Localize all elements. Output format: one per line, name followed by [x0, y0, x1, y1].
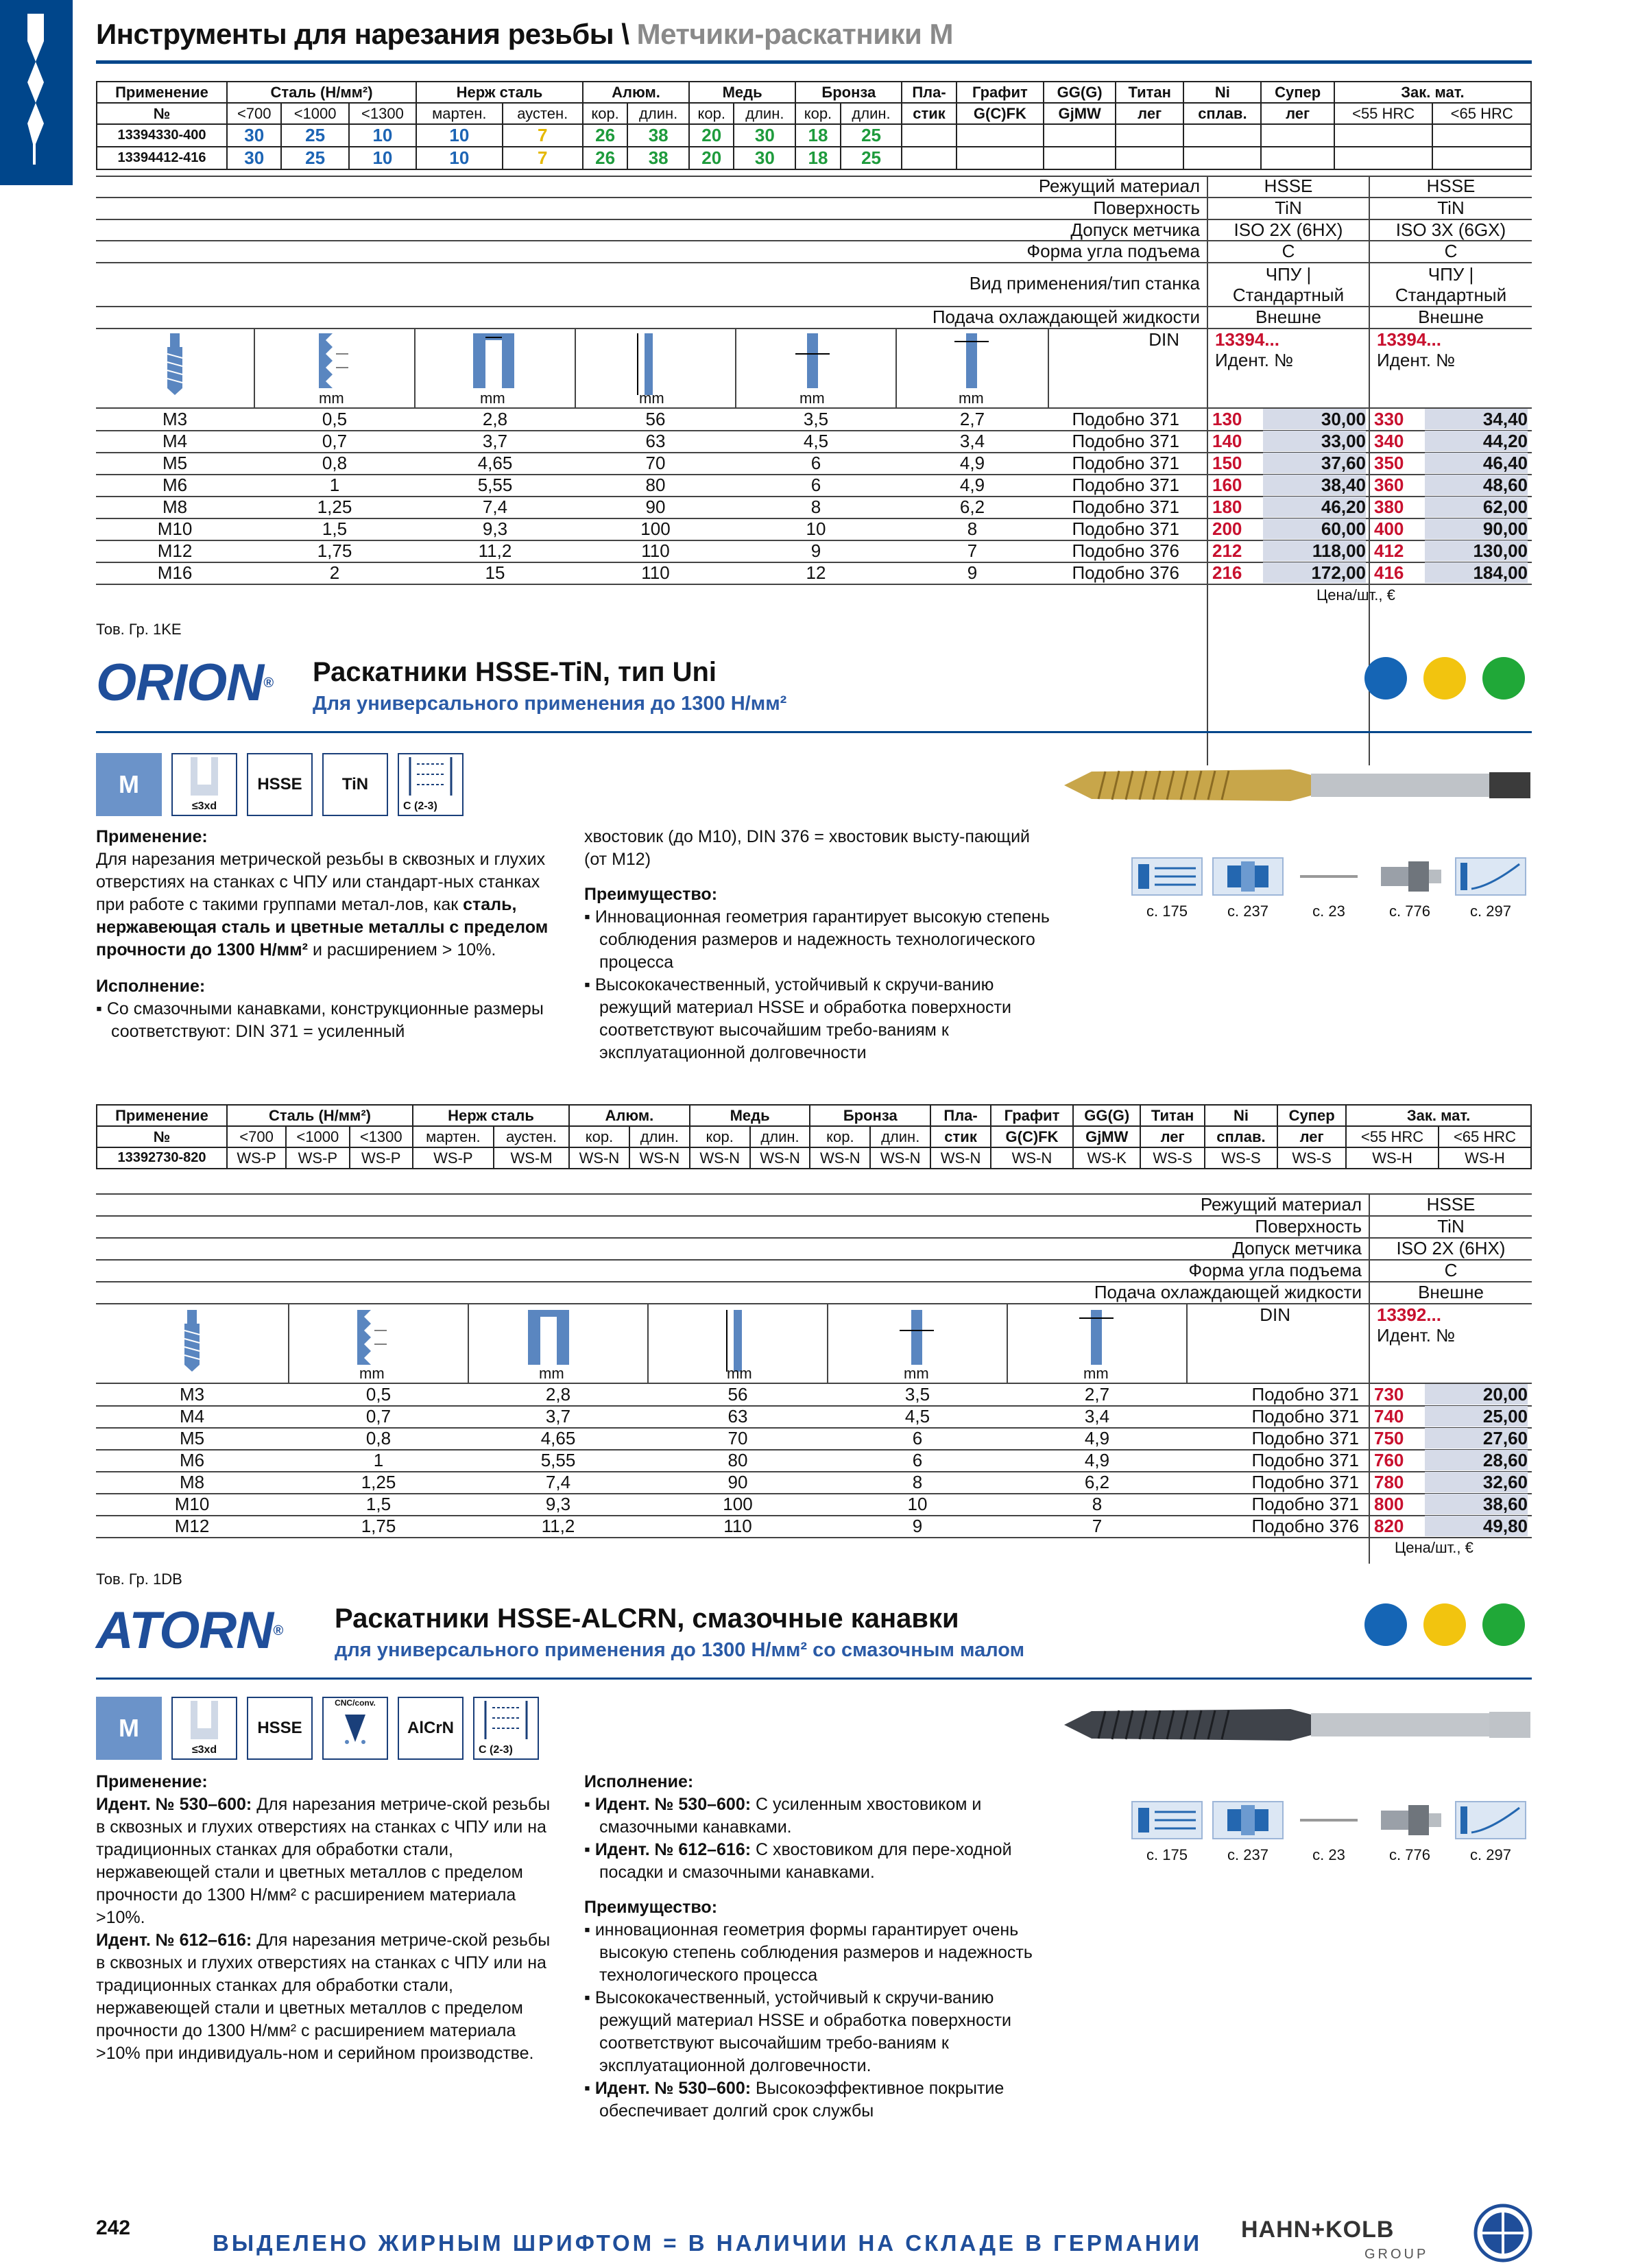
spec-cell: 110	[641, 540, 670, 561]
tap-holder-icon[interactable]	[1212, 857, 1284, 896]
spec-cell: Подобно 371	[1072, 409, 1179, 429]
spec-cell: 63	[727, 1406, 748, 1427]
spec-cell: 4,5	[904, 1406, 930, 1427]
ident-number-cell: 380	[1374, 497, 1404, 517]
price-cell: 25,00	[1425, 1406, 1528, 1427]
thread-size-cell: M12	[157, 540, 193, 561]
product-group: Тов. Гр. 1DB	[96, 1571, 182, 1588]
price-cell: 38,60	[1425, 1494, 1528, 1514]
spec-cell: Подобно 371	[1072, 497, 1179, 517]
section-sidebar	[0, 0, 73, 185]
ident-number-cell: 360	[1374, 475, 1404, 495]
pitch-icon	[315, 333, 350, 388]
price-cell: 30,00	[1263, 409, 1366, 429]
spec-cell: 9,3	[545, 1494, 571, 1514]
ident-number-cell: 760	[1374, 1450, 1404, 1470]
spec-cell: 4,65	[477, 453, 513, 473]
ident-number-cell: 416	[1374, 562, 1404, 583]
spec-cell: 8	[810, 497, 821, 517]
spec-cell: 0,8	[365, 1428, 392, 1448]
spec-cell: 70	[645, 453, 666, 473]
ident-number-cell: 740	[1374, 1406, 1404, 1427]
spec-cell: 6	[912, 1450, 923, 1470]
spec-cell: Подобно 371	[1251, 1472, 1359, 1492]
ident-number-cell: 412	[1374, 540, 1404, 561]
spec-cell: 56	[727, 1384, 748, 1405]
spec-cell: 100	[723, 1494, 753, 1514]
spec-cell: 70	[727, 1428, 748, 1448]
shank-diameter-icon	[795, 333, 830, 388]
spec-cell: 4,9	[959, 475, 985, 495]
spec-cell: 2,7	[959, 409, 985, 429]
spec-cell: 3,7	[482, 431, 508, 451]
spec-cell: 1	[329, 475, 340, 495]
forming-tap-alcrn-image	[1064, 1694, 1532, 1756]
thread-size-cell: M5	[179, 1428, 205, 1448]
spec-cell: 9,3	[482, 518, 508, 539]
spec-cell: 9	[967, 562, 978, 583]
page-title: Инструменты для нарезания резьбы \ Метчики-раскатники М	[96, 18, 954, 50]
spec-cell: 4,9	[1084, 1450, 1110, 1470]
badge-tin: TiN	[322, 753, 388, 816]
price-cell: 46,20	[1263, 497, 1366, 517]
spec-cell: 10	[907, 1494, 928, 1514]
spec-cell: Подобно 376	[1251, 1516, 1359, 1536]
ident-number-cell: 350	[1374, 453, 1404, 473]
spec-cell: 0,5	[365, 1384, 392, 1405]
ident-number-cell: 140	[1212, 431, 1242, 451]
row-divider	[96, 1537, 1532, 1538]
spec-cell: 80	[645, 475, 666, 495]
spec-cell: 6	[810, 453, 821, 473]
price-cell: 27,60	[1425, 1428, 1528, 1448]
ident-number-cell: 160	[1212, 475, 1242, 495]
spec-cell: 8	[967, 518, 978, 539]
thread-size-cell: M10	[157, 518, 193, 539]
spec-cell: 1,75	[361, 1516, 396, 1536]
spec-cell: 110	[723, 1516, 752, 1536]
ident-number-cell: 750	[1374, 1428, 1404, 1448]
badge-m: M	[96, 753, 162, 816]
spec-cell: 2,7	[1084, 1384, 1110, 1405]
spec-cell: 4,9	[959, 453, 985, 473]
square-icon	[1079, 1310, 1114, 1365]
spec-cell: 2	[329, 562, 340, 583]
badge-chamfer: C (2-3)	[398, 753, 464, 816]
chuck-icon[interactable]	[1374, 857, 1445, 896]
badge-m: M	[96, 1697, 162, 1760]
spec-cell: 1,5	[365, 1494, 392, 1514]
ident-number-cell: 330	[1374, 409, 1404, 429]
spec-cell: 4,65	[540, 1428, 576, 1448]
thread-size-cell: M4	[179, 1406, 205, 1427]
material-dot-green	[1482, 657, 1525, 700]
badge-hsse: HSSE	[247, 1697, 313, 1760]
spec-cell: Подобно 371	[1251, 1494, 1359, 1514]
section-title-atorn: Раскатники HSSE-ALCRN, смазочные канавки	[335, 1603, 959, 1634]
spec-cell: Подобно 371	[1072, 475, 1179, 495]
badge-cnc: CNC/conv.	[322, 1697, 388, 1760]
price-cell: 33,00	[1263, 431, 1366, 451]
forming-tap-tin-image	[1064, 754, 1532, 816]
row-divider	[96, 584, 1532, 585]
material-table-1: Применение Сталь (Н/мм²) Нерж сталь Алюм. Медь Бронза Пла- Графит GG(G) Титан Ni Супер Зак. мат. № <700 <1000 <1300 мартен. аустен. кор. длин. кор. длин. кор. длин. стик G(C)FK GjMW лег сплав. лег <55 HRC <65 HRC 13394330-400 30 25 10 10 7 26 38 20 30 18 25 13394412-416 30 25 10 10 7 26 38 20 30 18 25	[96, 81, 1532, 170]
price-cell: 130,00	[1425, 540, 1528, 561]
ident-number-cell: 212	[1212, 540, 1242, 561]
chart-icon[interactable]	[1455, 1801, 1526, 1839]
spec-cell: 6,2	[1084, 1472, 1110, 1492]
tap-drawing-icon[interactable]	[1293, 857, 1364, 896]
blind-hole-icon	[177, 757, 232, 796]
spec-cell: 0,7	[365, 1406, 392, 1427]
orion-details: хвостовик (до М10), DIN 376 = хвостовик высту-пающий (от М12) Преимущество: ▪ Инновационная геометрия гарантирует высокую степень соблюдения размеров и надежность технологического процесса ▪ Высококачественный, устойчивый к скручи-ванию режущий материал HSSE и обработка поверхности соответствуют высочайшим требо-ваниям к эксплуатационной долговечности	[584, 827, 1050, 1062]
thread-size-cell: M12	[174, 1516, 210, 1536]
spec-cell: 2,8	[545, 1384, 571, 1405]
spec-cell: 10	[806, 518, 826, 539]
chuck-icon[interactable]	[1374, 1801, 1445, 1839]
spec-cell: 4,9	[1084, 1428, 1110, 1448]
spec-cell: Подобно 376	[1072, 562, 1179, 583]
spec-cell: 7	[967, 540, 978, 561]
thread-size-cell: M6	[162, 475, 188, 495]
price-cell: 49,80	[1425, 1516, 1528, 1536]
spec-cell: 3,5	[803, 409, 829, 429]
badge-depth: ≤3xd	[171, 1697, 237, 1760]
ident-number-cell: 780	[1374, 1472, 1404, 1492]
price-cell: 46,40	[1425, 453, 1528, 473]
price-cell: 62,00	[1425, 497, 1528, 517]
price-cell: 37,60	[1263, 453, 1366, 473]
spec-cell: 100	[640, 518, 671, 539]
spec-cell: Подобно 371	[1072, 518, 1179, 539]
coolant-icon	[335, 1708, 376, 1749]
spec-cell: 1,25	[317, 497, 352, 517]
ident-number-cell: 216	[1212, 562, 1242, 583]
spec-cell: 8	[912, 1472, 923, 1492]
thread-size-cell: M16	[157, 562, 193, 583]
table-row: 13394412-416 30 25 10 10 7 26 38 20 30 18 25	[97, 147, 1531, 169]
price-cell: 32,60	[1425, 1472, 1528, 1492]
blind-hole-icon	[177, 1701, 232, 1739]
chart-icon[interactable]	[1455, 857, 1526, 896]
spec-cell: 2,8	[482, 409, 508, 429]
spec-cell: 3,5	[904, 1384, 930, 1405]
ident-number-cell: 150	[1212, 453, 1242, 473]
page-number: 242	[96, 2217, 131, 2239]
spec-cell: 1,75	[317, 540, 352, 561]
table-row: 13394330-400 30 25 10 10 7 26 38 20 30 18 25	[97, 124, 1531, 147]
spec-cell: 90	[727, 1472, 748, 1492]
atorn-details: Исполнение: ▪ Идент. № 530–600: С усиленным хвостовиком и смазочными канавками. ▪ Идент. № 612–616: С хвостовиком для пере-ходной посадки и смазочными канавками. Преимущество: ▪ инновационная геометрия формы гарантирует очень высокую степень соблюдения размеров и надежность технологического процесса ▪ Высококачественный, устойчивый к скручи-ванию режущий материал HSSE и обработка поверхности соответствуют высочайшим требо-ваниям к эксплуатационной долговечности. ▪ Идент. № 530–600: Высокоэффективное покрытие обеспечивает долгий срок службы	[584, 1772, 1033, 2121]
ident-number-cell: 800	[1374, 1494, 1404, 1514]
total-length-icon	[720, 1310, 754, 1372]
ident-number-cell: 820	[1374, 1516, 1404, 1536]
spec-cell: 0,8	[322, 453, 348, 473]
price-cell: 34,40	[1425, 409, 1528, 429]
price-cell: 60,00	[1263, 518, 1366, 539]
spec-cell: 0,7	[322, 431, 348, 451]
spec-cell: 1,25	[361, 1472, 396, 1492]
price-cell: 48,60	[1425, 475, 1528, 495]
spec-cell: 9	[810, 540, 821, 561]
spec-cell: 1,5	[322, 518, 348, 539]
thread-size-cell: M8	[162, 497, 188, 517]
ident-number-cell: 180	[1212, 497, 1242, 517]
spec-cell: 3,4	[1084, 1406, 1110, 1427]
material-dot-blue	[1364, 1603, 1407, 1646]
spec-cell: 12	[806, 562, 826, 583]
atorn-application: Применение: Идент. № 530–600: Для нарезания метриче-ской резьбы в сквозных и глухих отверстиях на станках с ЧПУ или на традиционных станках для обработки стали, нержавеющей стали и цветных металлов с пределом прочности до 1300 Н/мм² с расширением материала >10%. Идент. № 612–616: Для нарезания метриче-ской резьбы в сквозных и глухих отверстиях на станках с ЧПУ или на традиционных станках для обработки стали, нержавеющей стали и цветных металлов с пределом прочности до 1300 Н/мм² с расширением материала >10% при индивидуаль-ном и серийном производстве.	[96, 1772, 551, 2063]
badge-depth: ≤3xd	[171, 753, 237, 816]
spec-cell: 5,55	[477, 475, 513, 495]
spec-cell: 63	[645, 431, 666, 451]
spec-cell: 4,5	[803, 431, 829, 451]
info-table-icon[interactable]	[1131, 857, 1203, 896]
spec-cell: 11,2	[541, 1516, 575, 1536]
orion-application: Применение: Для нарезания метрической резьбы в сквозных и глухих отверстиях на станках с ЧПУ или стандарт-ных станках при работе с такими группами метал-лов, как сталь, нержавеющая сталь и цветные металлы с пределом прочности до 1300 Н/мм² и расширением > 10%. Исполнение: ▪ Со смазочными канавками, конструкционные размеры соответствуют: DIN 371 = усиленный	[96, 827, 549, 1041]
spec-cell: Подобно 371	[1072, 431, 1179, 451]
spec-cell: 15	[485, 562, 505, 583]
logo-group-text: GROUP	[1364, 2247, 1429, 2262]
ident-number-cell: 130	[1212, 409, 1242, 429]
price-cell: 184,00	[1425, 562, 1528, 583]
ident-number-cell: 200	[1212, 518, 1242, 539]
spec-cell: 3,7	[545, 1406, 571, 1427]
table-row: 13392730-820 WS-P WS-P WS-P WS-P WS-M WS-N WS-N WS-N WS-N WS-N WS-N WS-N WS-N WS-K WS-S WS-S WS-S WS-H WS-H	[97, 1147, 1531, 1169]
spec-cell: 1	[373, 1450, 384, 1470]
spec-cell: Подобно 371	[1251, 1384, 1359, 1405]
product-group: Тов. Гр. 1KE	[96, 621, 182, 638]
spec-cell: 0,5	[322, 409, 348, 429]
spec-cell: 3,4	[959, 431, 985, 451]
hahn-kolb-logo-text: HAHN+KOLB	[1241, 2217, 1395, 2243]
brand-logo-orion: ORION®	[96, 654, 273, 712]
section-subtitle-atorn: для универсального применения до 1300 Н/мм² со смазочным малом	[335, 1639, 1025, 1661]
spec-cell: Подобно 371	[1251, 1450, 1359, 1470]
spec-cell: 11,2	[478, 540, 512, 561]
spec-cell: 8	[1092, 1494, 1103, 1514]
section-subtitle-orion: Для универсального применения до 1300 Н/мм²	[313, 693, 787, 715]
thread-size-cell: M4	[162, 431, 188, 451]
thread-size-cell: M3	[179, 1384, 205, 1405]
spec-cell: 7,4	[545, 1472, 571, 1492]
thread-size-cell: M3	[162, 409, 188, 429]
spec-cell: 7	[1092, 1516, 1103, 1536]
thread-icon	[182, 1310, 202, 1372]
header-rule	[96, 60, 1532, 64]
spec-cell: Подобно 371	[1251, 1428, 1359, 1448]
square-icon	[954, 333, 989, 388]
thread-icon	[165, 333, 185, 395]
bore-diameter-icon	[528, 1310, 569, 1365]
spec-cell: 9	[912, 1516, 923, 1536]
ident-number-cell: 340	[1374, 431, 1404, 451]
badge-alcrn: AlCrN	[398, 1697, 464, 1760]
total-length-icon	[631, 333, 665, 395]
price-cell: 118,00	[1263, 540, 1366, 561]
price-cell: 28,60	[1425, 1450, 1528, 1470]
price-cell: 44,20	[1425, 431, 1528, 451]
thread-size-cell: M6	[179, 1450, 205, 1470]
price-cell: 20,00	[1425, 1384, 1528, 1405]
tap-drawing-icon[interactable]	[1293, 1801, 1364, 1839]
pitch-icon	[354, 1310, 388, 1365]
spec-cell: 7,4	[482, 497, 508, 517]
price-cell: 172,00	[1263, 562, 1366, 583]
drill-icon	[15, 14, 56, 165]
material-dot-yellow	[1423, 657, 1466, 700]
section-title-orion: Раскатники HSSE-TiN, тип Uni	[313, 657, 717, 687]
spec-cell: 80	[727, 1450, 748, 1470]
ident-number-cell: 730	[1374, 1384, 1404, 1405]
thread-size-cell: M5	[162, 453, 188, 473]
material-dot-yellow	[1423, 1603, 1466, 1646]
footer-note: ВЫДЕЛЕНО ЖИРНЫМ ШРИФТОМ = В НАЛИЧИИ НА СКЛАДЕ В ГЕРМАНИИ	[213, 2230, 1203, 2256]
spec-cell: 90	[645, 497, 666, 517]
spec-cell: 6	[912, 1428, 923, 1448]
spec-cell: Подобно 376	[1072, 540, 1179, 561]
material-dot-green	[1482, 1603, 1525, 1646]
hahn-kolb-emblem-icon	[1473, 2203, 1533, 2263]
price-cell: 38,40	[1263, 475, 1366, 495]
bore-diameter-icon	[473, 333, 514, 388]
badge-hsse: HSSE	[247, 753, 313, 816]
badge-chamfer: C (2-3)	[473, 1697, 539, 1760]
chamfer-form-icon	[403, 757, 458, 796]
spec-cell: Подобно 371	[1072, 453, 1179, 473]
spec-cell: 5,55	[540, 1450, 576, 1470]
brand-logo-atorn: ATORN®	[96, 1601, 282, 1660]
material-dot-blue	[1364, 657, 1407, 700]
spec-cell: 6,2	[959, 497, 985, 517]
tap-holder-icon[interactable]	[1212, 1801, 1284, 1839]
ident-number-cell: 400	[1374, 518, 1404, 539]
spec-cell: 110	[641, 562, 670, 583]
thread-size-cell: M10	[174, 1494, 210, 1514]
spec-cell: 56	[645, 409, 666, 429]
shank-diameter-icon	[900, 1310, 934, 1365]
price-cell: 90,00	[1425, 518, 1528, 539]
material-table-2: Применение Сталь (Н/мм²) Нерж сталь Алюм. Медь Бронза Пла- Графит GG(G) Титан Ni Супер Зак. мат. № <700 <1000 <1300 мартен. аустен. кор. длин. кор. длин. кор. длин. стик G(C)FK GjMW лег сплав. лег <55 HRC <65 HRC 13392730-820 WS-P WS-P WS-P WS-P WS-M WS-N WS-N WS-N WS-N WS-N WS-N WS-N WS-N WS-K WS-S WS-S WS-S WS-H WS-H	[96, 1104, 1532, 1169]
chamfer-form-icon	[479, 1701, 533, 1739]
spec-cell: 6	[810, 475, 821, 495]
spec-cell: Подобно 371	[1251, 1406, 1359, 1427]
thread-size-cell: M8	[179, 1472, 205, 1492]
info-table-icon[interactable]	[1131, 1801, 1203, 1839]
